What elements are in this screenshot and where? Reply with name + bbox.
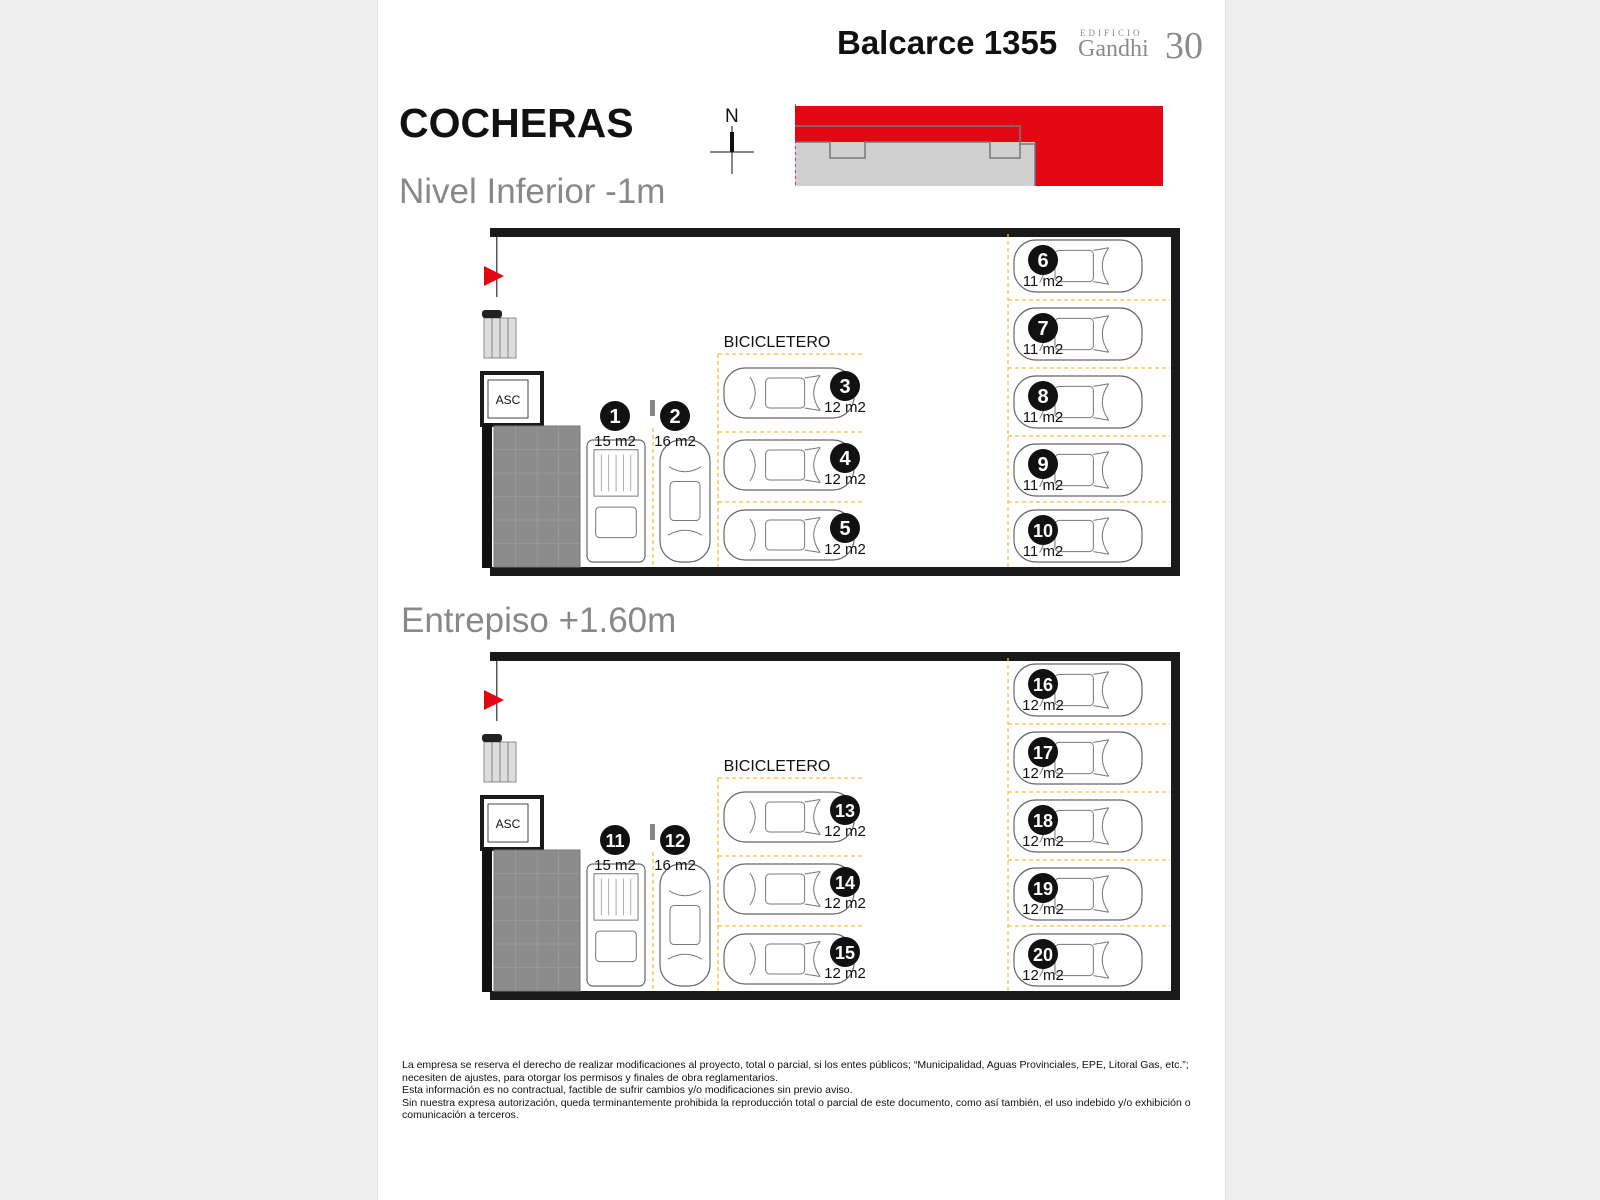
bicicletero-label: BICICLETERO: [723, 334, 831, 351]
space-15-number: 15: [834, 943, 856, 963]
space-7-number: 7: [1037, 318, 1049, 340]
core-wall: [482, 847, 492, 992]
space-20-area: 12 m2: [1022, 967, 1064, 984]
space-14-number: 14: [834, 873, 856, 893]
north-label: N: [725, 106, 739, 127]
entrance-wall-line: [496, 237, 498, 297]
car-space-12: [660, 864, 710, 986]
space-1-number: 1: [609, 406, 621, 428]
edificio-gandhi-logo: [1078, 24, 1208, 67]
space-13-area: 12 m2: [824, 823, 866, 840]
logo-edificio-text: EDIFICIO: [1080, 28, 1143, 38]
floor-plan-entrepiso: [470, 652, 1180, 1022]
elevator-label: ASC: [495, 393, 521, 407]
south-wall: [490, 567, 1180, 576]
north-wall: [490, 228, 1180, 237]
space-5-area: 12 m2: [824, 541, 866, 558]
space-15-area: 12 m2: [824, 965, 866, 982]
space-17-area: 12 m2: [1022, 765, 1064, 782]
level-1-title: Nivel Inferior -1m: [399, 172, 666, 211]
logo-number-text: 30: [1165, 25, 1203, 67]
building-address: Balcarce 1355: [837, 24, 1058, 61]
bicicletero-label: BICICLETERO: [723, 758, 831, 775]
space-4-area: 12 m2: [824, 471, 866, 488]
space-16-number: 16: [1032, 675, 1054, 695]
space-18-number: 18: [1032, 811, 1054, 831]
space-6-area: 11 m2: [1022, 273, 1064, 290]
space-11-number: 11: [605, 831, 625, 851]
space-3-number: 3: [839, 376, 851, 398]
space-8-number: 8: [1037, 386, 1049, 408]
space-13-number: 13: [834, 801, 856, 821]
logo-name-text: Gandhi: [1078, 36, 1149, 62]
space-2-number: 2: [669, 406, 681, 428]
south-wall: [490, 991, 1180, 1000]
disclaimer-line-3: Sin nuestra expresa autorización, queda terminantemente prohibida la reproducción total o parcial de este documento, como así también, el uso indebido y/o exhibición o comunicación a terceros.: [402, 1096, 1191, 1121]
level-2-title: Entrepiso +1.60m: [401, 601, 677, 640]
space-3-area: 12 m2: [824, 399, 866, 416]
space-12-number: 12: [664, 831, 686, 851]
car-space-11: [587, 864, 645, 986]
space-5-number: 5: [839, 518, 851, 540]
space-9-number: 9: [1037, 454, 1049, 476]
space-20-number: 20: [1032, 945, 1054, 965]
elevator-label: ASC: [495, 817, 521, 831]
space-18-area: 12 m2: [1022, 833, 1064, 850]
space-6-number: 6: [1037, 250, 1049, 272]
space-14-area: 12 m2: [824, 895, 866, 912]
north-arrow-icon: [710, 126, 754, 176]
key-plan: [795, 104, 1165, 188]
disclaimer-line-2: Esta información es no contractual, factible de sufrir cambios y/o modificaciones sin previo aviso.: [402, 1084, 853, 1096]
space-16-area: 12 m2: [1022, 697, 1064, 714]
floor-plan-nivel-inferior: [470, 228, 1180, 598]
car-space-1: [587, 440, 645, 562]
car-space-2: [660, 440, 710, 562]
north-wall: [490, 652, 1180, 661]
space-1-area: 15 m2: [594, 433, 636, 450]
space-4-number: 4: [839, 448, 851, 470]
space-12-area: 16 m2: [654, 857, 696, 874]
space-19-number: 19: [1032, 879, 1054, 899]
space-10-area: 11 m2: [1022, 543, 1064, 560]
space-11-area: 15 m2: [594, 857, 636, 874]
column: [650, 824, 655, 840]
east-wall: [1171, 652, 1180, 1000]
disclaimer: [402, 1059, 1212, 1122]
space-17-number: 17: [1032, 743, 1054, 763]
space-2-area: 16 m2: [654, 433, 696, 450]
column: [650, 400, 655, 416]
east-wall: [1171, 228, 1180, 576]
space-8-area: 11 m2: [1022, 409, 1064, 426]
space-7-area: 11 m2: [1022, 341, 1064, 358]
space-19-area: 12 m2: [1022, 901, 1064, 918]
entrance-wall-line: [496, 661, 498, 721]
space-10-number: 10: [1032, 521, 1054, 541]
page-title: COCHERAS: [399, 100, 634, 146]
disclaimer-line-1: La empresa se reserva el derecho de realizar modificaciones al proyecto, total o parcial, si los entes públicos; “Municipalidad, Aguas Provinciales, EPE, Litoral Gas, etc.”; necesiten de ajustes, para otorgar los permisos y finales de obra reglamentarios.: [402, 1059, 1189, 1084]
core-wall: [482, 423, 492, 568]
space-9-area: 11 m2: [1022, 477, 1064, 494]
